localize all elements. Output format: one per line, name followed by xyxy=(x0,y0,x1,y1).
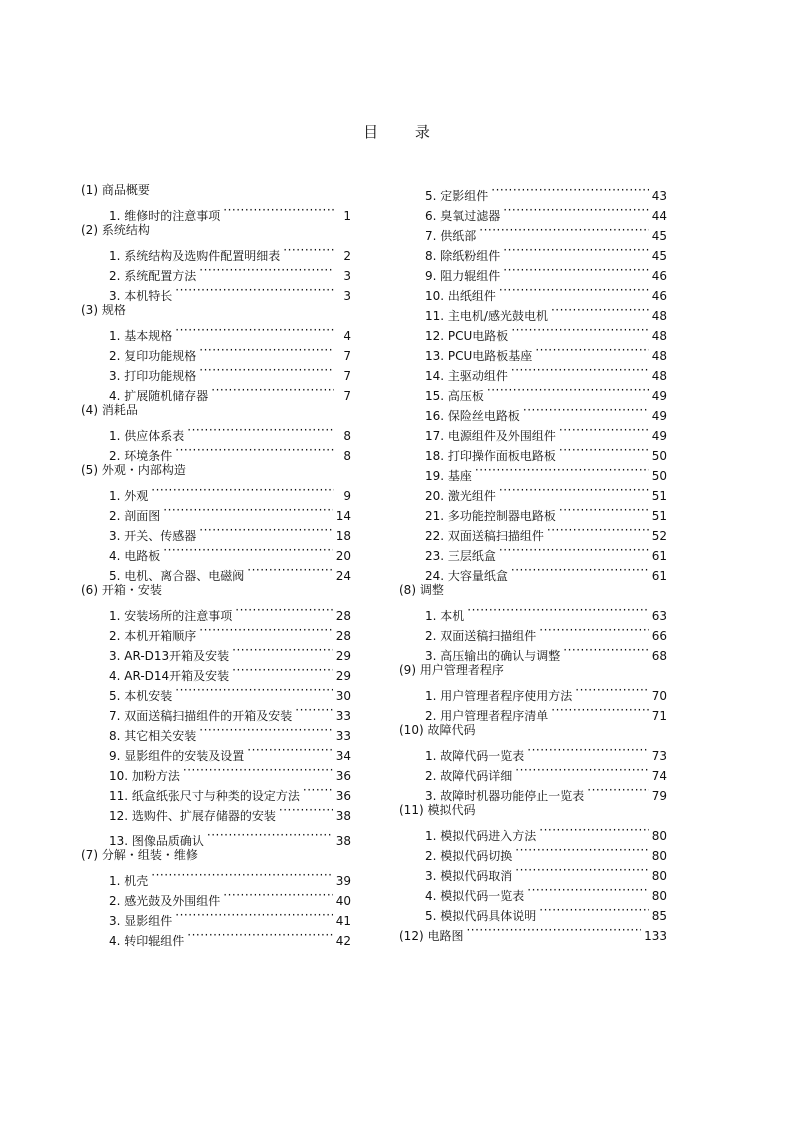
toc-dot-leader xyxy=(223,200,334,220)
toc-entry-label: 10. 加粉方法 xyxy=(109,769,180,783)
toc-page-number: 24 xyxy=(335,569,351,583)
toc-section-heading xyxy=(81,400,351,420)
toc-page-number: 45 xyxy=(651,229,667,243)
toc-left-column xyxy=(81,180,351,948)
toc-page-number: 45 xyxy=(651,249,667,263)
toc-page-number: 79 xyxy=(651,789,667,803)
toc-entry-label: 3. 模拟代码取消 xyxy=(425,869,513,883)
toc-section-heading xyxy=(81,300,351,320)
toc-page-number: 51 xyxy=(651,489,667,503)
toc-entry-label: (3) 规格 xyxy=(81,303,126,317)
toc-page-number: 48 xyxy=(651,309,667,323)
toc-entry xyxy=(399,820,667,843)
toc-dot-leader xyxy=(503,200,648,220)
toc-entry-label: 1. 本机 xyxy=(425,609,465,623)
toc-entry xyxy=(81,480,351,503)
toc-dot-leader xyxy=(183,760,333,780)
toc-page-number: 7 xyxy=(343,369,351,383)
toc-page-number: 52 xyxy=(651,529,667,543)
toc-entry-label: 5. 电机、离合器、电磁阀 xyxy=(109,569,245,583)
toc-dot-leader xyxy=(523,400,649,420)
toc-entry-label: 11. 纸盒纸张尺寸与种类的设定方法 xyxy=(109,789,300,803)
toc-dot-leader xyxy=(539,820,648,840)
toc-dot-leader xyxy=(499,480,649,500)
toc-entry-label: 6. 臭氧过滤器 xyxy=(425,209,501,223)
toc-dot-leader xyxy=(175,680,332,700)
toc-page-number: 49 xyxy=(651,389,667,403)
toc-entry-label: 1. 故障代码一览表 xyxy=(425,749,525,763)
toc-dot-leader xyxy=(467,600,648,620)
toc-dot-leader xyxy=(207,825,333,845)
toc-dot-leader xyxy=(511,560,649,580)
toc-entry-label: 2. 模拟代码切换 xyxy=(425,849,513,863)
toc-entry-label: 5. 本机安装 xyxy=(109,689,173,703)
toc-section-heading xyxy=(81,460,351,480)
toc-dot-leader xyxy=(232,660,333,680)
toc-entry-label: 17. 电源组件及外围组件 xyxy=(425,429,556,443)
toc-dot-leader xyxy=(487,380,649,400)
toc-entry xyxy=(399,740,667,763)
toc-entry-label: 3. 显影组件 xyxy=(109,914,173,928)
toc-page-number: 38 xyxy=(335,834,351,848)
toc-entry-label: 9. 显影组件的安装及设置 xyxy=(109,749,245,763)
toc-dot-leader xyxy=(199,360,334,380)
toc-page-number: 61 xyxy=(651,549,667,563)
page-title: 目 录 xyxy=(363,123,446,141)
toc-dot-leader xyxy=(175,320,334,340)
toc-entry-label: 3. 打印功能规格 xyxy=(109,369,197,383)
toc-entry-label: (6) 开箱・安装 xyxy=(81,583,162,597)
toc-entry-label: 5. 模拟代码具体说明 xyxy=(425,909,537,923)
toc-entry-label: 24. 大容量纸盒 xyxy=(425,569,508,583)
toc-page-number: 14 xyxy=(335,509,351,523)
toc-page-number: 4 xyxy=(343,329,351,343)
toc-dot-leader xyxy=(539,620,648,640)
toc-dot-leader xyxy=(247,560,332,580)
toc-entry xyxy=(81,320,351,343)
toc-entry-label: 4. 扩展随机储存器 xyxy=(109,389,209,403)
toc-dot-leader xyxy=(235,600,332,620)
toc-entry-label: 21. 多功能控制器电路板 xyxy=(425,509,556,523)
toc-entry-label: 12. 选购件、扩展存储器的安装 xyxy=(109,809,276,823)
toc-entry xyxy=(81,600,351,623)
toc-page-number: 80 xyxy=(651,829,667,843)
toc-page-number: 80 xyxy=(651,869,667,883)
toc-section-heading xyxy=(81,845,351,865)
toc-dot-leader xyxy=(279,800,333,820)
toc-entry-label: 2. 感光鼓及外围组件 xyxy=(109,894,221,908)
toc-entry xyxy=(81,865,351,888)
toc-page-number: 38 xyxy=(335,809,351,823)
toc-section-heading xyxy=(399,580,667,600)
toc-right-column xyxy=(399,180,667,943)
toc-page-number: 7 xyxy=(343,389,351,403)
toc-entry-label: 3. 本机特长 xyxy=(109,289,173,303)
toc-page-number: 63 xyxy=(651,609,667,623)
toc-dot-leader xyxy=(499,540,649,560)
toc-entry-label: 2. 环境条件 xyxy=(109,449,173,463)
toc-page-number: 7 xyxy=(343,349,351,363)
toc-page-number: 3 xyxy=(343,269,351,283)
toc-page-number: 28 xyxy=(335,629,351,643)
toc-dot-leader xyxy=(199,340,334,360)
toc-entry-label: 7. 双面送稿扫描组件的开箱及安装 xyxy=(109,709,293,723)
toc-entry xyxy=(399,600,667,623)
toc-page-number: 9 xyxy=(343,489,351,503)
toc-entry-label: (7) 分解・组装・维修 xyxy=(81,848,198,862)
toc-dot-leader xyxy=(163,540,332,560)
toc-dot-leader xyxy=(303,780,333,800)
toc-dot-leader xyxy=(163,500,332,520)
toc-entry-label: 4. AR-D14开箱及安装 xyxy=(109,669,230,683)
toc-dot-leader xyxy=(199,520,332,540)
toc-dot-leader xyxy=(511,360,649,380)
toc-page-number: 80 xyxy=(651,849,667,863)
toc-dot-leader xyxy=(503,260,648,280)
toc-page-number: 133 xyxy=(644,929,667,943)
toc-entry-label: 16. 保险丝电路板 xyxy=(425,409,520,423)
toc-entry-label: (9) 用户管理者程序 xyxy=(399,663,504,677)
toc-entry xyxy=(81,825,351,848)
toc-dot-leader xyxy=(563,640,648,660)
toc-page-number: 28 xyxy=(335,609,351,623)
toc-entry-label: 19. 基座 xyxy=(425,469,472,483)
toc-dot-leader xyxy=(539,900,648,920)
toc-entry-label: (5) 外观・内部构造 xyxy=(81,463,186,477)
toc-entry-label: (2) 系统结构 xyxy=(81,223,150,237)
toc-page-number: 2 xyxy=(343,249,351,263)
toc-entry xyxy=(399,680,667,703)
toc-page-number: 42 xyxy=(335,934,351,948)
toc-dot-leader xyxy=(151,865,332,885)
toc-entry-label: 3. 开关、传感器 xyxy=(109,529,197,543)
toc-page-number: 71 xyxy=(651,709,667,723)
toc-page-number: 20 xyxy=(335,549,351,563)
toc-page-number: 30 xyxy=(335,689,351,703)
toc-entry-label: 1. 基本规格 xyxy=(109,329,173,343)
toc-dot-leader xyxy=(503,240,648,260)
toc-page-number: 29 xyxy=(335,649,351,663)
toc-dot-leader xyxy=(515,760,648,780)
toc-entry-label: 1. 模拟代码进入方法 xyxy=(425,829,537,843)
toc-dot-leader xyxy=(527,740,648,760)
toc-entry-label: 8. 除纸粉组件 xyxy=(425,249,501,263)
toc-dot-leader xyxy=(559,440,649,460)
toc-entry-label: 4. 电路板 xyxy=(109,549,161,563)
toc-entry-label: 1. 系统结构及选购件配置明细表 xyxy=(109,249,281,263)
toc-entry-label: (10) 故障代码 xyxy=(399,723,476,737)
toc-dot-leader xyxy=(187,420,334,440)
toc-page-number: 49 xyxy=(651,429,667,443)
toc-dot-leader xyxy=(535,340,648,360)
toc-entry-label: 2. 用户管理者程序清单 xyxy=(425,709,549,723)
toc-page-number: 46 xyxy=(651,289,667,303)
toc-entry-label: 2. 剖面图 xyxy=(109,509,161,523)
toc-entry-label: 15. 高压板 xyxy=(425,389,484,403)
toc-page-number: 18 xyxy=(335,529,351,543)
toc-page-number: 34 xyxy=(335,749,351,763)
toc-page-number: 61 xyxy=(651,569,667,583)
toc-page-number: 39 xyxy=(335,874,351,888)
toc-entry-label: 2. 本机开箱顺序 xyxy=(109,629,197,643)
toc-entry-label: (1) 商品概要 xyxy=(81,183,150,197)
toc-dot-leader xyxy=(175,280,334,300)
toc-dot-leader xyxy=(479,220,648,240)
toc-page-number: 68 xyxy=(651,649,667,663)
toc-dot-leader xyxy=(466,920,641,940)
toc-dot-leader xyxy=(199,720,332,740)
toc-dot-leader xyxy=(515,860,648,880)
toc-dot-leader xyxy=(223,885,332,905)
toc-entry-label: 22. 双面送稿扫描组件 xyxy=(425,529,544,543)
toc-page-number: 49 xyxy=(651,409,667,423)
toc-entry-label: 1. 外观 xyxy=(109,489,149,503)
toc-entry-label: 13. PCU电路板基座 xyxy=(425,349,533,363)
toc-dot-leader xyxy=(527,880,648,900)
toc-entry-label: (8) 调整 xyxy=(399,583,444,597)
toc-entry-label: 1. 维修时的注意事项 xyxy=(109,209,221,223)
toc-dot-leader xyxy=(175,905,332,925)
toc-entry-label: (4) 消耗品 xyxy=(81,403,138,417)
toc-page-number: 8 xyxy=(343,429,351,443)
toc-page-number: 43 xyxy=(651,189,667,203)
toc-page-number: 46 xyxy=(651,269,667,283)
toc-section-heading xyxy=(81,180,351,200)
toc-entry-label: 14. 主驱动组件 xyxy=(425,369,508,383)
toc-page-number: 70 xyxy=(651,689,667,703)
toc-dot-leader xyxy=(295,700,332,720)
toc-dot-leader xyxy=(283,240,334,260)
toc-entry-label: 7. 供纸部 xyxy=(425,229,477,243)
toc-dot-leader xyxy=(211,380,334,400)
toc-entry-label: 3. AR-D13开箱及安装 xyxy=(109,649,230,663)
toc-page-number: 1 xyxy=(343,209,351,223)
toc-entry-label: 3. 故障时机器功能停止一览表 xyxy=(425,789,585,803)
toc-page-number: 80 xyxy=(651,889,667,903)
toc-dot-leader xyxy=(575,680,648,700)
toc-entry-label: 8. 其它相关安装 xyxy=(109,729,197,743)
toc-page-number: 85 xyxy=(651,909,667,923)
toc-page-number: 40 xyxy=(335,894,351,908)
toc-entry-label: 4. 转印辊组件 xyxy=(109,934,185,948)
toc-page-number: 48 xyxy=(651,369,667,383)
toc-entry-label: 1. 供应体系表 xyxy=(109,429,185,443)
toc-entry-label: 12. PCU电路板 xyxy=(425,329,509,343)
toc-entry-label: 2. 复印功能规格 xyxy=(109,349,197,363)
toc-entry xyxy=(81,420,351,443)
toc-dot-leader xyxy=(232,640,333,660)
toc-page-number: 29 xyxy=(335,669,351,683)
toc-dot-leader xyxy=(247,740,332,760)
toc-dot-leader xyxy=(515,840,648,860)
toc-entry-label: 10. 出纸组件 xyxy=(425,289,496,303)
toc-entry-label: 20. 激光组件 xyxy=(425,489,496,503)
toc-entry-label: 2. 双面送稿扫描组件 xyxy=(425,629,537,643)
toc-page-number: 8 xyxy=(343,449,351,463)
toc-dot-leader xyxy=(587,780,648,800)
toc-dot-leader xyxy=(491,180,648,200)
toc-dot-leader xyxy=(511,320,648,340)
toc-entry-label: 11. 主电机/感光鼓电机 xyxy=(425,309,548,323)
toc-dot-leader xyxy=(551,300,649,320)
toc-entry-label: 4. 模拟代码一览表 xyxy=(425,889,525,903)
toc-entry-label: 5. 定影组件 xyxy=(425,189,489,203)
toc-page-number: 36 xyxy=(335,769,351,783)
toc-entry-label: (12) 电路图 xyxy=(399,929,464,943)
toc-page-number: 36 xyxy=(335,789,351,803)
toc-dot-leader xyxy=(199,620,332,640)
toc-page-number: 73 xyxy=(651,749,667,763)
toc-page-number: 44 xyxy=(651,209,667,223)
toc-entry-label: 13. 图像品质确认 xyxy=(109,834,204,848)
toc-dot-leader xyxy=(559,420,649,440)
toc-page-number: 51 xyxy=(651,509,667,523)
toc-entry-label: 3. 高压输出的确认与调整 xyxy=(425,649,561,663)
toc-entry-label: 9. 阻力辊组件 xyxy=(425,269,501,283)
toc-entry-label: (11) 模拟代码 xyxy=(399,803,476,817)
toc-page-number: 3 xyxy=(343,289,351,303)
toc-dot-leader xyxy=(187,925,332,945)
toc-dot-leader xyxy=(475,460,649,480)
toc-dot-leader xyxy=(151,480,334,500)
toc-entry-label: 1. 机壳 xyxy=(109,874,149,888)
toc-entry xyxy=(81,200,351,223)
toc-page-number: 41 xyxy=(335,914,351,928)
toc-dot-leader xyxy=(551,700,648,720)
toc-dot-leader xyxy=(175,440,334,460)
toc-page-number: 33 xyxy=(335,709,351,723)
toc-entry-label: 1. 用户管理者程序使用方法 xyxy=(425,689,573,703)
toc-page-number: 66 xyxy=(651,629,667,643)
toc-page-number: 33 xyxy=(335,729,351,743)
toc-page-number: 48 xyxy=(651,349,667,363)
toc-entry-label: 18. 打印操作面板电路板 xyxy=(425,449,556,463)
toc-entry-label: 1. 安装场所的注意事项 xyxy=(109,609,233,623)
toc-page-number: 48 xyxy=(651,329,667,343)
toc-entry xyxy=(81,240,351,263)
toc-dot-leader xyxy=(547,520,649,540)
toc-dot-leader xyxy=(559,500,649,520)
toc-page-number: 74 xyxy=(651,769,667,783)
toc-dot-leader xyxy=(199,260,334,280)
toc-page-number: 50 xyxy=(651,449,667,463)
toc-entry-label: 23. 三层纸盒 xyxy=(425,549,496,563)
toc-dot-leader xyxy=(499,280,649,300)
toc-entry xyxy=(399,180,667,203)
toc-entry-label: 2. 系统配置方法 xyxy=(109,269,197,283)
toc-entry-label: 2. 故障代码详细 xyxy=(425,769,513,783)
toc-page-number: 50 xyxy=(651,469,667,483)
